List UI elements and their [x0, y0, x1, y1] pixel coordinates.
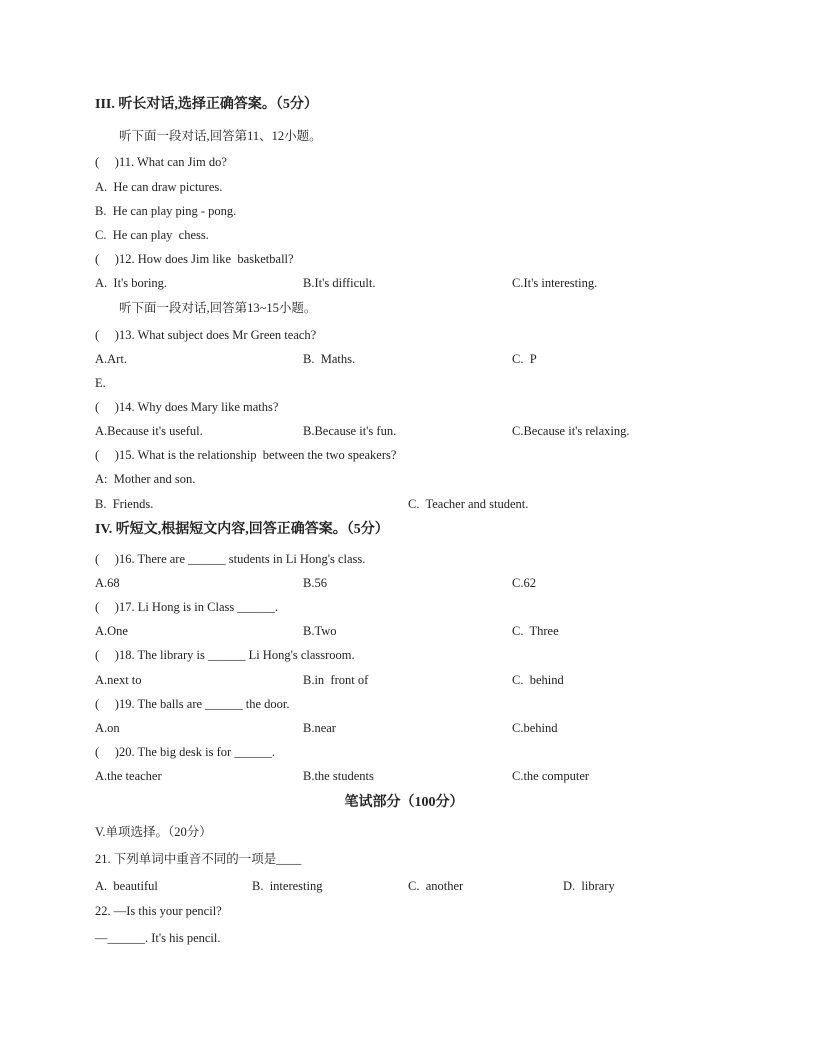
q22-answer-line: —______. It's his pencil.: [95, 931, 221, 945]
q17-option-a: A.One: [95, 624, 128, 638]
q16-option-b: B.56: [303, 576, 327, 590]
q21-option-d: D. library: [563, 879, 615, 893]
q12-option-c: C.It's interesting.: [512, 276, 598, 290]
question-16: ( )16. There are ______ students in Li Hong's class.: [95, 552, 366, 566]
section3-title: III. 听长对话,选择正确答案。（5分）: [95, 97, 318, 112]
q13-option-c-wrap: E.: [95, 376, 106, 390]
q21-option-c: C. another: [408, 879, 464, 893]
q21-option-a: A. beautiful: [95, 879, 158, 893]
section3-intro2: 听下面一段对话,回答第13~15小题。: [119, 301, 317, 315]
q18-option-a: A.next to: [95, 673, 142, 687]
section3-intro1: 听下面一段对话,回答第11、12小题。: [119, 129, 322, 143]
question-22: 22. —Is this your pencil?: [95, 904, 222, 918]
q18-option-b: B.in front of: [303, 673, 369, 687]
q12-option-b: B.It's difficult.: [303, 276, 376, 290]
q11-option-b: B. He can play ping - pong.: [95, 204, 237, 218]
question-19: ( )19. The balls are ______ the door.: [95, 697, 290, 711]
q15-option-c: C. Teacher and student.: [408, 497, 529, 511]
q17-option-b: B.Two: [303, 624, 337, 638]
q11-option-a: A. He can draw pictures.: [95, 180, 223, 194]
q14-option-c: C.Because it's relaxing.: [512, 424, 630, 438]
question-12: ( )12. How does Jim like basketball?: [95, 252, 294, 266]
q14-option-a: A.Because it's useful.: [95, 424, 203, 438]
question-14: ( )14. Why does Mary like maths?: [95, 400, 279, 414]
q11-option-c: C. He can play chess.: [95, 228, 209, 242]
q16-option-a: A.68: [95, 576, 120, 590]
q20-option-a: A.the teacher: [95, 769, 162, 783]
written-part-title: 笔试部分（100分）: [344, 795, 464, 810]
q16-option-c: C.62: [512, 576, 536, 590]
section5-title: V.单项选择。（20分）: [95, 825, 212, 839]
q19-option-c: C.behind: [512, 721, 558, 735]
q18-option-c: C. behind: [512, 673, 564, 687]
question-17: ( )17. Li Hong is in Class ______.: [95, 600, 278, 614]
q20-option-c: C.the computer: [512, 769, 590, 783]
q13-option-b: B. Maths.: [303, 352, 356, 366]
question-21: 21. 下列单词中重音不同的一项是____: [95, 852, 302, 866]
q20-option-b: B.the students: [303, 769, 374, 783]
q14-option-b: B.Because it's fun.: [303, 424, 397, 438]
question-11: ( )11. What can Jim do?: [95, 155, 227, 169]
q15-option-a: A: Mother and son.: [95, 472, 196, 486]
q21-option-b: B. interesting: [252, 879, 323, 893]
question-15: ( )15. What is the relationship between the two speakers?: [95, 448, 397, 462]
q17-option-c: C. Three: [512, 624, 559, 638]
q19-option-b: B.near: [303, 721, 336, 735]
q12-option-a: A. It's boring.: [95, 276, 168, 290]
q13-option-a: A.Art.: [95, 352, 127, 366]
section4-title: IV. 听短文,根据短文内容,回答正确答案。（5分）: [95, 522, 389, 537]
question-13: ( )13. What subject does Mr Green teach?: [95, 328, 317, 342]
question-20: ( )20. The big desk is for ______.: [95, 745, 275, 759]
q15-option-b: B. Friends.: [95, 497, 154, 511]
question-18: ( )18. The library is ______ Li Hong's classroom.: [95, 648, 355, 662]
q13-option-c: C. P: [512, 352, 537, 366]
q19-option-a: A.on: [95, 721, 120, 735]
